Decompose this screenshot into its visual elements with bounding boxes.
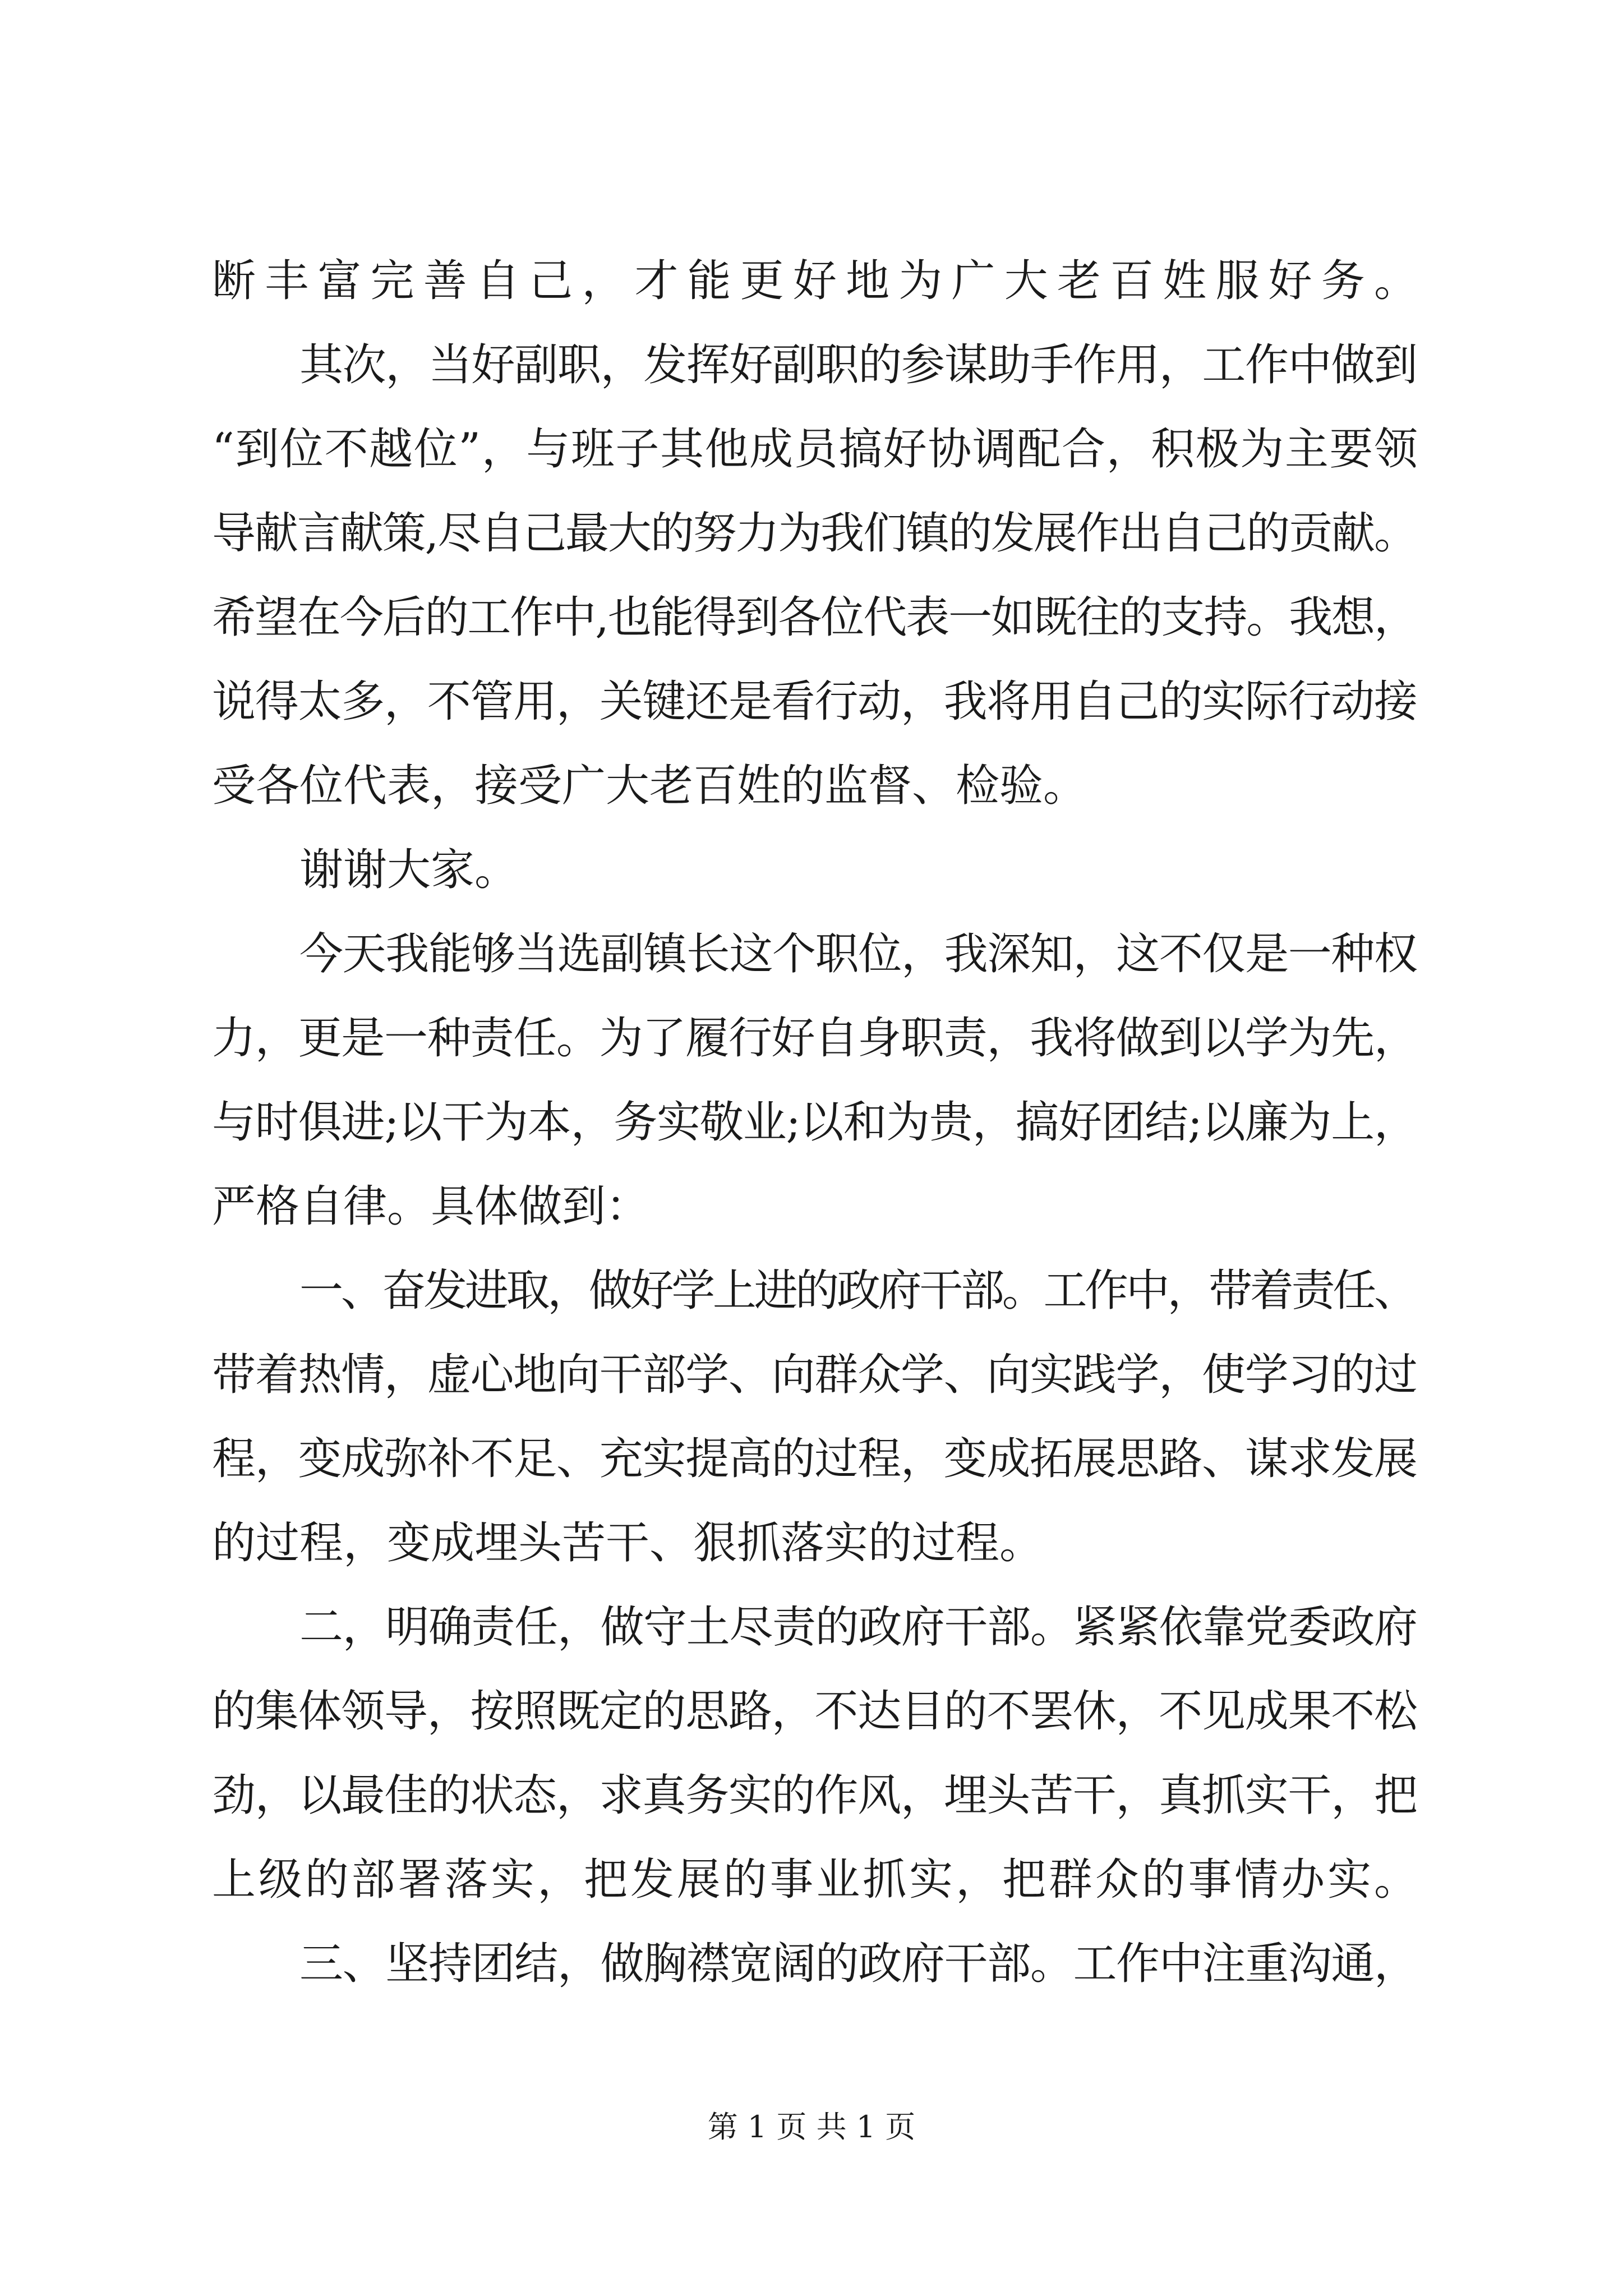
text-line: “到位不越位”，与班子其他成员搞好协调配合，积极为主要领 — [212, 424, 1419, 475]
text-line: 严格自律。具体做到： — [212, 1181, 650, 1232]
text-line: 的过程，变成埋头苦干、狠抓落实的过程。 — [212, 1518, 1044, 1568]
text-line: 的集体领导，按照既定的思路，不达目的不罢休，不见成果不松 — [212, 1686, 1417, 1737]
text-line: 程，变成弥补不足、充实提高的过程，变成拓展思路、谋求发展 — [212, 1434, 1417, 1484]
text-line: 断丰富完善自己，才能更好地为广大老百姓服好务。 — [212, 256, 1427, 306]
text-line: 力，更是一种责任。为了履行好自身职责，我将做到以学为先， — [212, 1013, 1417, 1064]
text-line: 劲，以最佳的状态，求真务实的作风，埋头苦干，真抓实干，把 — [212, 1770, 1417, 1821]
text-line: 二，明确责任，做守土尽责的政府干部。紧紧依靠党委政府 — [299, 1602, 1417, 1653]
text-line: 今天我能够当选副镇长这个职位，我深知，这不仅是一种权 — [299, 929, 1417, 979]
text-line: 其次，当好副职，发挥好副职的参谋助手作用，工作中做到 — [299, 340, 1417, 390]
text-line: 导献言献策,尽自己最大的努力为我们镇的发展作出自己的贡献。 — [212, 508, 1417, 559]
text-line: 三、坚持团结，做胸襟宽阔的政府干部。工作中注重沟通， — [299, 1939, 1417, 1989]
text-line: 一、奋发进取，做好学上进的政府干部。工作中，带着责任、 — [299, 1266, 1415, 1316]
text-line: 希望在今后的工作中,也能得到各位代表一如既往的支持。我想， — [212, 592, 1417, 643]
text-line: 说得太多，不管用，关键还是看行动，我将用自己的实际行动接 — [212, 677, 1417, 727]
page-footer: 第 1 页 共 1 页 — [707, 2109, 916, 2145]
text-line: 受各位代表，接受广大老百姓的监督、检验。 — [212, 761, 1087, 811]
text-line: 与时俱进;以干为本，务实敬业;以和为贵，搞好团结;以廉为上， — [212, 1097, 1417, 1148]
text-line: 谢谢大家。 — [299, 845, 519, 895]
text-line: 上级的部署落实，把发展的事业抓实，把群众的事情办实。 — [212, 1855, 1421, 1905]
text-line: 带着热情，虚心地向干部学、向群众学、向实践学，使学习的过 — [212, 1350, 1417, 1400]
document-body — [212, 239, 1427, 2006]
